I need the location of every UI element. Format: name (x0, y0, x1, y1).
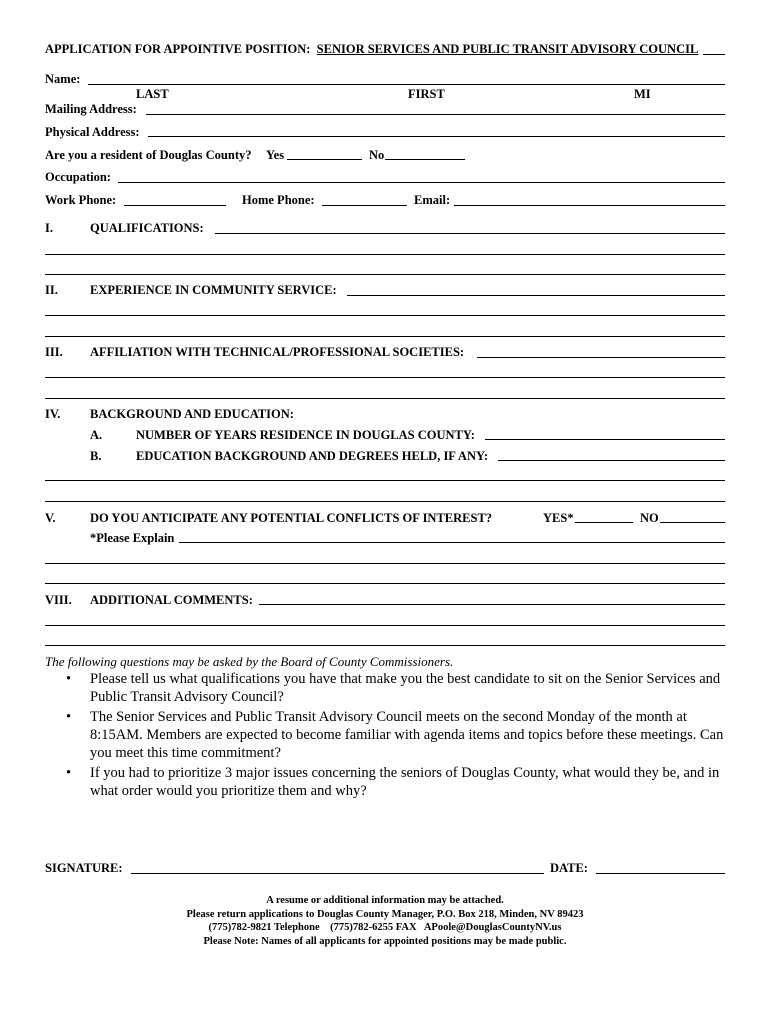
resident-yes-label: Yes (266, 148, 285, 162)
section-4b-letter: B. (90, 449, 102, 463)
section-8-number: VIII. (45, 593, 72, 607)
qualifications-line-2[interactable] (45, 254, 725, 255)
education-label: EDUCATION BACKGROUND AND DEGREES HELD, IF ANY: (136, 449, 489, 463)
form-title-prefix: APPLICATION FOR APPOINTIVE POSITION: (45, 42, 311, 56)
question-3-text: If you had to prioritize 3 major issues concerning the seniors of Douglas County, what would they be, and in what order would you prioritize them and why? (90, 765, 720, 799)
work-phone-field[interactable] (124, 205, 226, 206)
section-3-number: III. (45, 345, 63, 359)
qualifications-field[interactable] (215, 233, 725, 234)
date-label: DATE: (550, 861, 588, 875)
explain-line-3[interactable] (45, 583, 725, 584)
work-phone-label: Work Phone: (45, 193, 117, 207)
conflicts-no-label: NO (640, 511, 659, 525)
conflicts-yes-label: YES* (543, 511, 574, 525)
physical-address-field[interactable] (148, 136, 725, 137)
explain-label: *Please Explain (90, 531, 175, 545)
bullet-icon: • (66, 765, 72, 781)
education-line-2[interactable] (45, 480, 725, 481)
conflicts-no-field[interactable] (660, 522, 725, 523)
bullet-icon: • (66, 671, 72, 687)
section-4-number: IV. (45, 407, 61, 421)
section-1-number: I. (45, 221, 53, 235)
resident-no-label: No (369, 148, 385, 162)
affiliation-line-3[interactable] (45, 398, 725, 399)
years-residence-field[interactable] (485, 439, 725, 440)
education-line-3[interactable] (45, 501, 725, 502)
resident-no-field[interactable] (385, 159, 465, 160)
questions-intro: The following questions may be asked by the Board of County Commissioners. (45, 654, 454, 669)
form-title (45, 43, 698, 56)
resident-yes-field[interactable] (287, 159, 362, 160)
experience-line-2[interactable] (45, 315, 725, 316)
question-2 (66, 708, 726, 762)
name-field[interactable] (88, 84, 725, 85)
explain-line-2[interactable] (45, 563, 725, 564)
question-1 (66, 670, 726, 706)
comments-label: ADDITIONAL COMMENTS: (90, 593, 253, 607)
comments-field[interactable] (259, 604, 725, 605)
experience-line-3[interactable] (45, 336, 725, 337)
form-title-position: SENIOR SERVICES AND PUBLIC TRANSIT ADVISORY COUNCIL (316, 42, 699, 56)
date-field[interactable] (596, 873, 725, 874)
section-4a-letter: A. (90, 428, 103, 442)
footer-attachment-note: A resume or additional information may be attached. (266, 895, 504, 906)
affiliation-field[interactable] (477, 357, 725, 358)
affiliation-label: AFFILIATION WITH TECHNICAL/PROFESSIONAL SOCIETIES: (90, 345, 465, 359)
education-field[interactable] (498, 460, 725, 461)
section-2-number: II. (45, 283, 58, 297)
comments-line-2[interactable] (45, 625, 725, 626)
background-label: BACKGROUND AND EDUCATION: (90, 407, 294, 421)
physical-address-label: Physical Address: (45, 125, 140, 139)
mailing-address-field[interactable] (146, 114, 725, 115)
occupation-label: Occupation: (45, 170, 111, 184)
footer-contact: (775)782-9821 Telephone (775)782-6255 FAX APoole@DouglasCountyNV.us (208, 922, 562, 933)
comments-line-3[interactable] (45, 645, 725, 646)
home-phone-field[interactable] (322, 205, 407, 206)
section-5-number: V. (45, 511, 56, 525)
signature-label: SIGNATURE: (45, 861, 123, 875)
question-2-text: The Senior Services and Public Transit Advisory Council meets on the second Monday of the month at 8:15AM. Members are expected to become familiar with agenda items and topics before these meetings. Can you meet this time commitment? (90, 709, 724, 761)
qualifications-label: QUALIFICATIONS: (90, 221, 204, 235)
resident-question: Are you a resident of Douglas County? (45, 148, 252, 162)
home-phone-label: Home Phone: (242, 193, 315, 207)
footer-return-address: Please return applications to Douglas County Manager, P.O. Box 218, Minden, NV 89423 (186, 909, 584, 920)
bullet-icon: • (66, 709, 72, 725)
email-field[interactable] (454, 205, 725, 206)
email-label: Email: (414, 193, 451, 207)
years-residence-label: NUMBER OF YEARS RESIDENCE IN DOUGLAS COUNTY: (136, 428, 475, 442)
question-3 (66, 764, 726, 800)
title-underline (703, 54, 725, 55)
footer-public-note: Please Note: Names of all applicants for appointed positions may be made public. (203, 936, 567, 947)
last-name-caption: LAST (136, 87, 169, 101)
experience-field[interactable] (347, 295, 725, 296)
mailing-address-label: Mailing Address: (45, 102, 137, 116)
conflicts-question: DO YOU ANTICIPATE ANY POTENTIAL CONFLICTS OF INTEREST? (90, 511, 493, 525)
explain-field[interactable] (179, 542, 725, 543)
first-name-caption: FIRST (408, 87, 445, 101)
affiliation-line-2[interactable] (45, 377, 725, 378)
middle-initial-caption: MI (634, 87, 651, 101)
name-label: Name: (45, 72, 81, 86)
conflicts-yes-field[interactable] (575, 522, 633, 523)
signature-field[interactable] (131, 873, 544, 874)
qualifications-line-3[interactable] (45, 274, 725, 275)
experience-label: EXPERIENCE IN COMMUNITY SERVICE: (90, 283, 337, 297)
occupation-field[interactable] (118, 182, 725, 183)
question-1-text: Please tell us what qualifications you have that make you the best candidate to sit on the Senior Services and Public Transit Advisory Council? (90, 671, 721, 705)
